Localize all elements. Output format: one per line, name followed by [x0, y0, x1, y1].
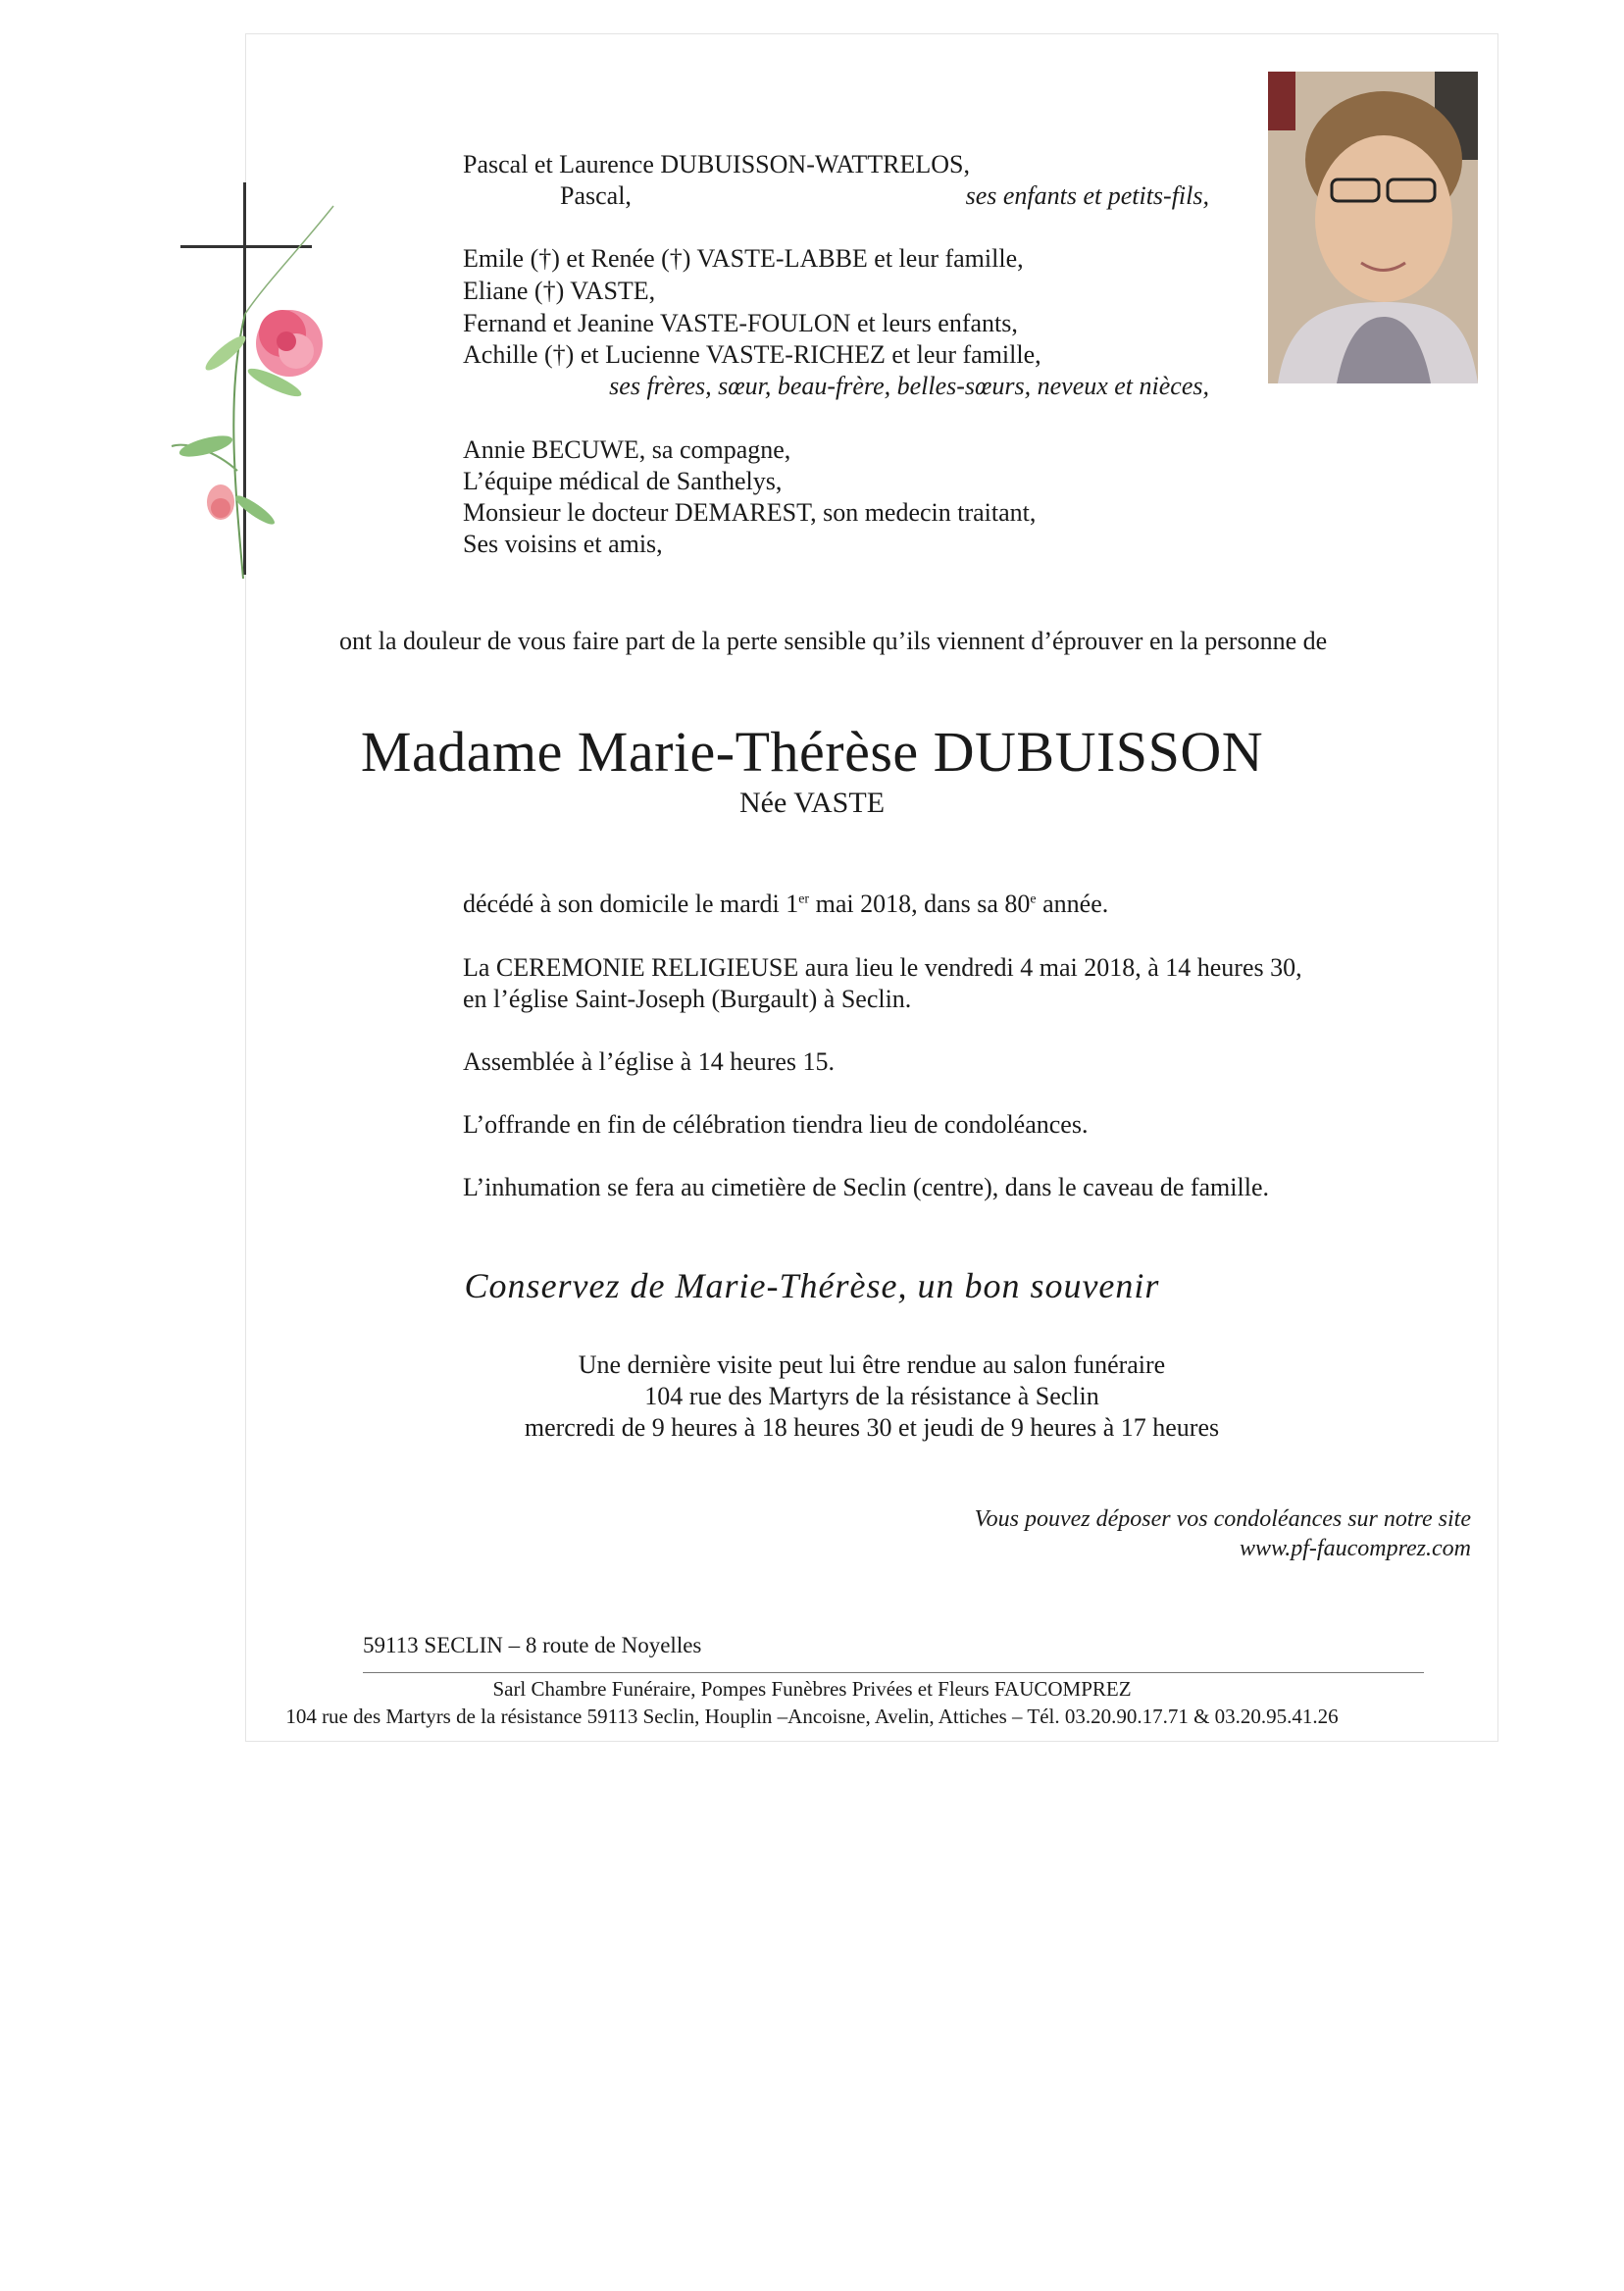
birth-name: Née VASTE [738, 787, 886, 819]
footer-address: 59113 SECLIN – 8 route de Noyelles [363, 1633, 702, 1657]
family-line-3: Emile (†) et Renée (†) VASTE-LABBE et leur famille, [463, 244, 1024, 273]
portrait-photo [1268, 72, 1478, 383]
deceased-name: Madame Marie-Thérèse DUBUISSON [360, 720, 1264, 784]
website-url: www.pf-faucomprez.com [1240, 1536, 1471, 1561]
family-role-siblings: ses frères, sœur, beau-frère, belles-sœurs, neveux et nièces, [609, 372, 1209, 400]
visit-line-2: 104 rue des Martyrs de la résistance à Seclin [644, 1382, 1099, 1410]
family-line-2: Pascal, [560, 181, 632, 210]
offering-text: L’offrande en fin de célébration tiendra lieu de condoléances. [463, 1110, 1089, 1139]
family-line-5: Fernand et Jeanine VASTE-FOULON et leurs enfants, [463, 309, 1018, 337]
condolence-note: Vous pouvez déposer vos condoléances sur notre site [974, 1506, 1471, 1532]
visit-line-1: Une dernière visite peut lui être rendue au salon funéraire [578, 1350, 1166, 1379]
ceremony-line-2: en l’église Saint-Joseph (Burgault) à Seclin. [463, 985, 912, 1013]
family-line-6: Achille (†) et Lucienne VASTE-RICHEZ et leur famille, [463, 340, 1041, 369]
flower-icon [167, 196, 363, 579]
family-line-7: Annie BECUWE, sa compagne, [463, 435, 791, 464]
footer-contact: 104 rue des Martyrs de la résistance 59113 Seclin, Houplin –Ancoisne, Avelin, Attiches – Tél. 03.20.90.17.71 & 03.20.95.41.26 [285, 1705, 1339, 1728]
death-details: décédé à son domicile le mardi 1er mai 2018, dans sa 80e année. [463, 890, 1109, 918]
visit-line-3: mercredi de 9 heures à 18 heures 30 et jeudi de 9 heures à 17 heures [524, 1413, 1220, 1442]
family-line-4: Eliane (†) VASTE, [463, 277, 656, 305]
family-line-1: Pascal et Laurence DUBUISSON-WATTRELOS, [463, 150, 971, 178]
family-line-8: L’équipe médical de Santhelys, [463, 467, 783, 495]
footer-company: Sarl Chambre Funéraire, Pompes Funèbres Privées et Fleurs FAUCOMPREZ [492, 1677, 1132, 1701]
announcement-text: ont la douleur de vous faire part de la perte sensible qu’ils viennent d’éprouver en la personne de [339, 627, 1328, 655]
burial-text: L’inhumation se fera au cimetière de Seclin (centre), dans le caveau de famille. [463, 1173, 1269, 1201]
footer-divider [363, 1672, 1424, 1673]
family-line-9: Monsieur le docteur DEMAREST, son medecin traitant, [463, 498, 1037, 527]
ceremony-line-1: La CEREMONIE RELIGIEUSE aura lieu le vendredi 4 mai 2018, à 14 heures 30, [463, 953, 1302, 982]
assembly-text: Assemblée à l’église à 14 heures 15. [463, 1047, 836, 1076]
remembrance-text: Conservez de Marie-Thérèse, un bon souvenir [464, 1266, 1160, 1305]
family-role-children: ses enfants et petits-fils, [965, 181, 1209, 210]
family-line-10: Ses voisins et amis, [463, 530, 663, 558]
